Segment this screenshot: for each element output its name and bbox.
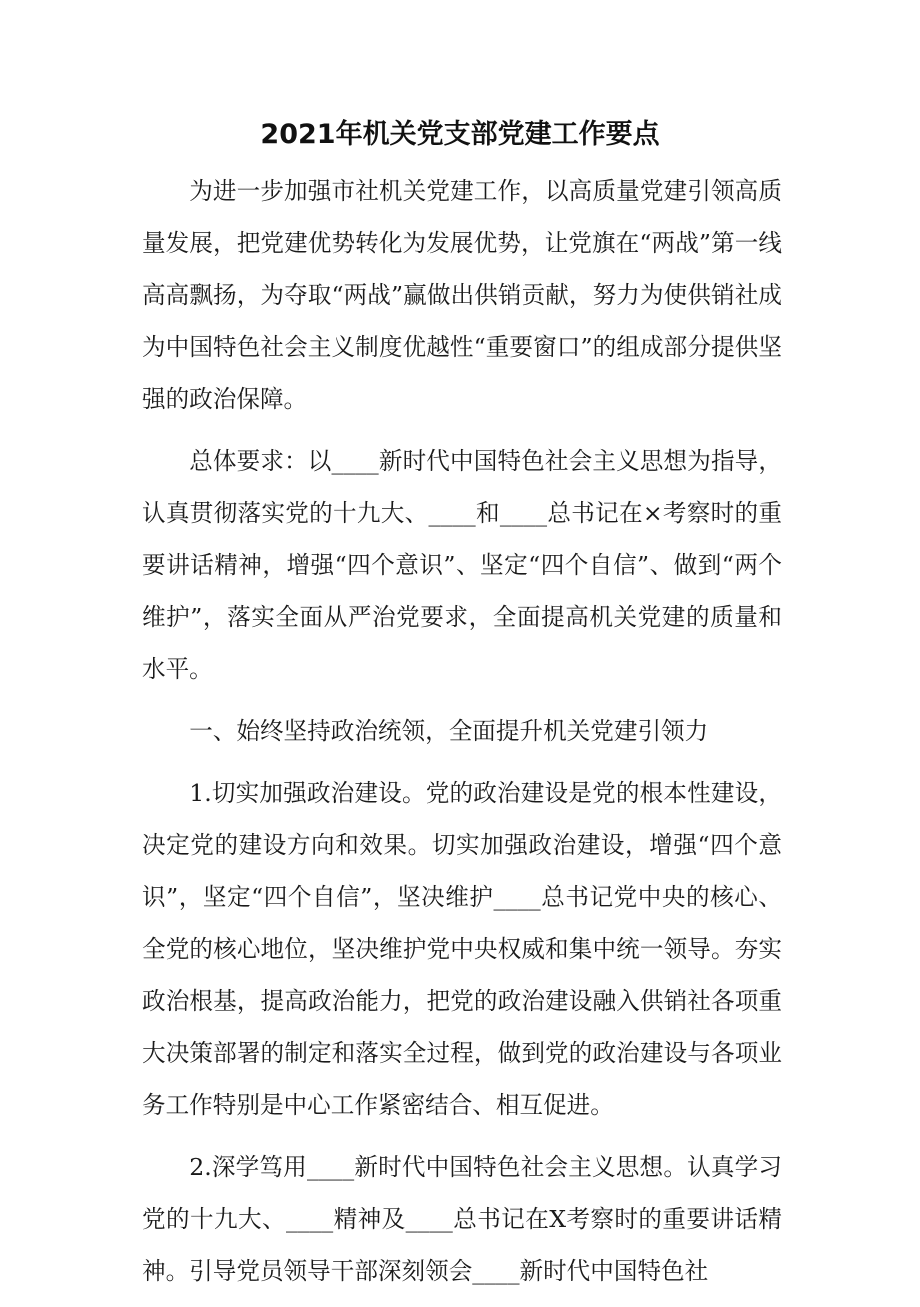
item-1-paragraph: 1.切实加强政治建设。党的政治建设是党的根本性建设，决定党的建设方向和效果。切实加强政治建设，增强“四个意识”，坚定“四个自信”，坚决维护____总书记党中央的核心、全党的核心地位，坚决维护党中央权威和集中统一领导。夯实政治根基，提高政治能力，把党的政治建设融入供销社各项重大决策部署的制定和落实全过程，做到党的政治建设与各项业务工作特别是中心工作紧密结合、相互促进。 xyxy=(142,779,782,1119)
general-requirements-paragraph: 总体要求：以____新时代中国特色社会主义思想为指导，认真贯彻落实党的十九大、____和____总书记在×考察时的重要讲话精神，增强“四个意识”、坚定“四个自信”、做到“两个维护”，落实全面从严治党要求，全面提高机关党建的质量和水平。 xyxy=(142,447,782,683)
intro-paragraph: 为进一步加强市社机关党建工作，以高质量党建引领高质量发展，把党建优势转化为发展优势，让党旗在“两战”第一线高高飘扬，为夺取“两战”赢做出供销贡献，努力为使供销社成为中国特色社会主义制度优越性“重要窗口”的组成部分提供坚强的政治保障。 xyxy=(142,177,782,413)
item-2-paragraph: 2.深学笃用____新时代中国特色社会主义思想。认真学习党的十九大、____精神及____总书记在X考察时的重要讲话精神。引导党员领导干部深刻领会____新时代中国特色社 xyxy=(142,1153,782,1285)
section-heading-1: 一、始终坚持政治统领，全面提升机关党建引领力 xyxy=(189,717,709,745)
document-title: 2021年机关党支部党建工作要点 xyxy=(260,119,660,150)
document-body xyxy=(142,165,782,1307)
